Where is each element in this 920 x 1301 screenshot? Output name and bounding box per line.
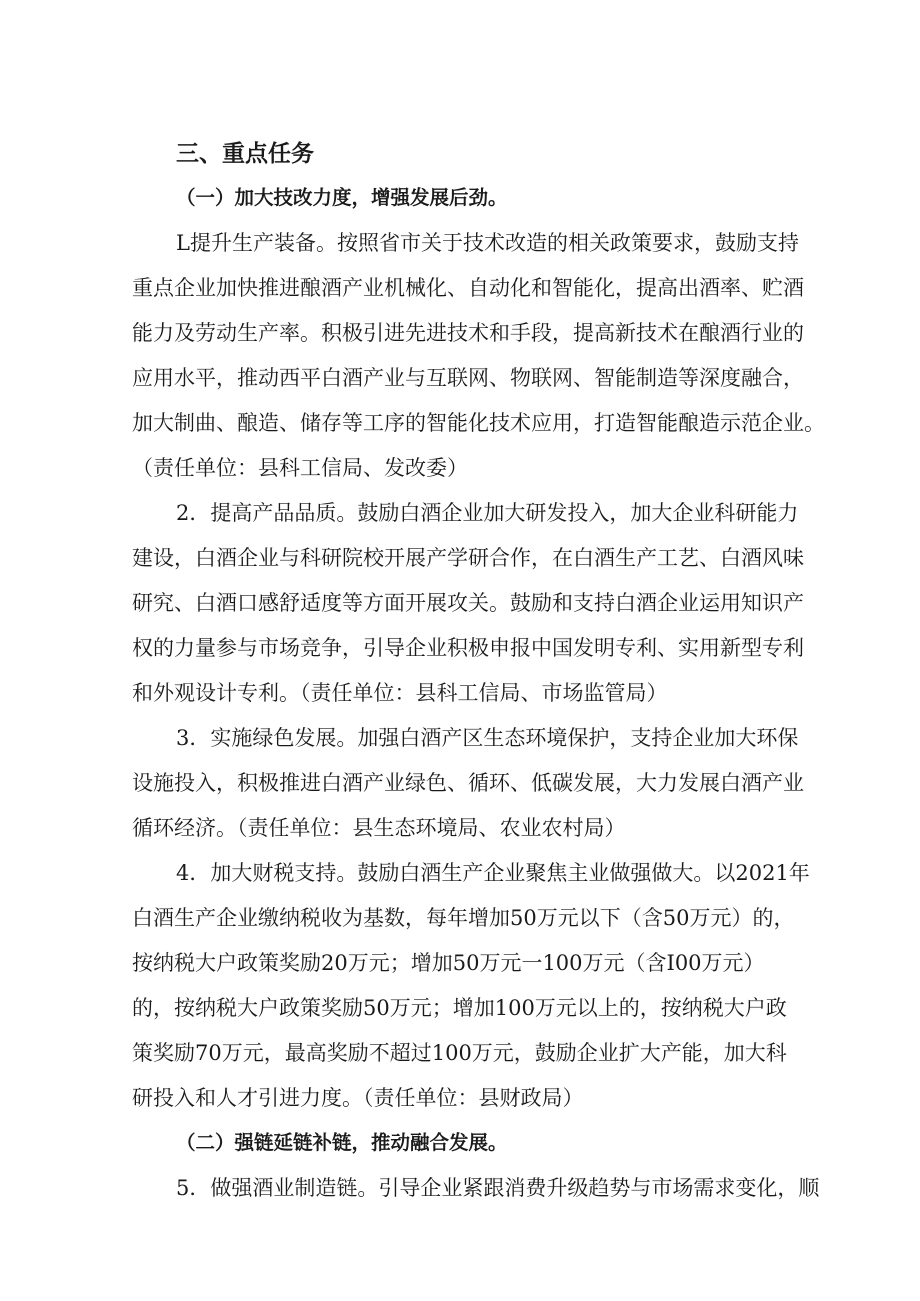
item-2-line: 2．提高产品品质。鼓励白酒企业加大研发投入，加大企业科研能力 [176, 501, 799, 525]
item-4-line: 4．加大财税支持。鼓励白酒生产企业聚焦主业做强做大。以2021年 [176, 861, 810, 885]
item-2-line: 和外观设计专利。（责任单位：县科工信局、市场监管局） [132, 681, 668, 705]
item-1-line: 能力及劳动生产率。积极引进先进技术和手段，提高新技术在酿酒行业的 [132, 321, 804, 345]
item-4-line: 按纳税大户政策奖励20万元；增加50万元一100万元（含I00万元） [132, 951, 765, 975]
subsection-1-title: （一）加大技改力度，增强发展后劲。 [176, 186, 508, 209]
item-1-line: L提升生产装备。按照省市关于技术改造的相关政策要求，鼓励支持 [176, 231, 799, 255]
item-1-line: （责任单位：县科工信局、发改委） [132, 456, 468, 480]
item-3-line: 循环经济。（责任单位：县生态环境局、农业农村局） [132, 816, 626, 840]
subsection-2-title: （二）强链延链补链，推动融合发展。 [176, 1131, 508, 1154]
item-2-line: 建设，白酒企业与科研院校开展产学研合作，在白酒生产工艺、白酒风味 [132, 546, 804, 570]
item-5-line: 5．做强酒业制造链。引导企业紧跟消费升级趋势与市场需求变化，顺 [176, 1176, 820, 1200]
item-3-line: 3．实施绿色发展。加强白酒产区生态环境保护，支持企业加大环保 [176, 726, 799, 750]
item-3-line: 设施投入，积极推进白酒产业绿色、循环、低碳发展，大力发展白酒产业 [132, 771, 804, 795]
item-2-line: 权的力量参与市场竞争，引导企业积极申报中国发明专利、实用新型专利 [132, 636, 804, 660]
item-1-line: 加大制曲、酿造、储存等工序的智能化技术应用，打造智能酿造示范企业。 [132, 411, 825, 435]
item-1-line: 应用水平，推动西平白酒产业与互联网、物联网、智能制造等深度融合， [132, 366, 804, 390]
item-4-line: 研投入和人才引进力度。（责任单位：县财政局） [132, 1086, 584, 1110]
item-4-line: 的，按纳税大户政策奖励50万元；增加100万元以上的，按纳税大户政 [132, 996, 787, 1020]
item-4-line: 策奖励70万元，最高奖励不超过100万元，鼓励企业扩大产能，加大科 [132, 1041, 787, 1065]
section-title: 三、重点任务 [176, 141, 314, 167]
item-4-line: 白酒生产企业缴纳税收为基数，每年增加50万元以下（含50万元）的， [132, 906, 795, 930]
item-2-line: 研究、白酒口感舒适度等方面开展攻关。鼓励和支持白酒企业运用知识产 [132, 591, 804, 615]
item-1-line: 重点企业加快推进酿酒产业机械化、自动化和智能化，提高出酒率、贮酒 [132, 276, 804, 300]
